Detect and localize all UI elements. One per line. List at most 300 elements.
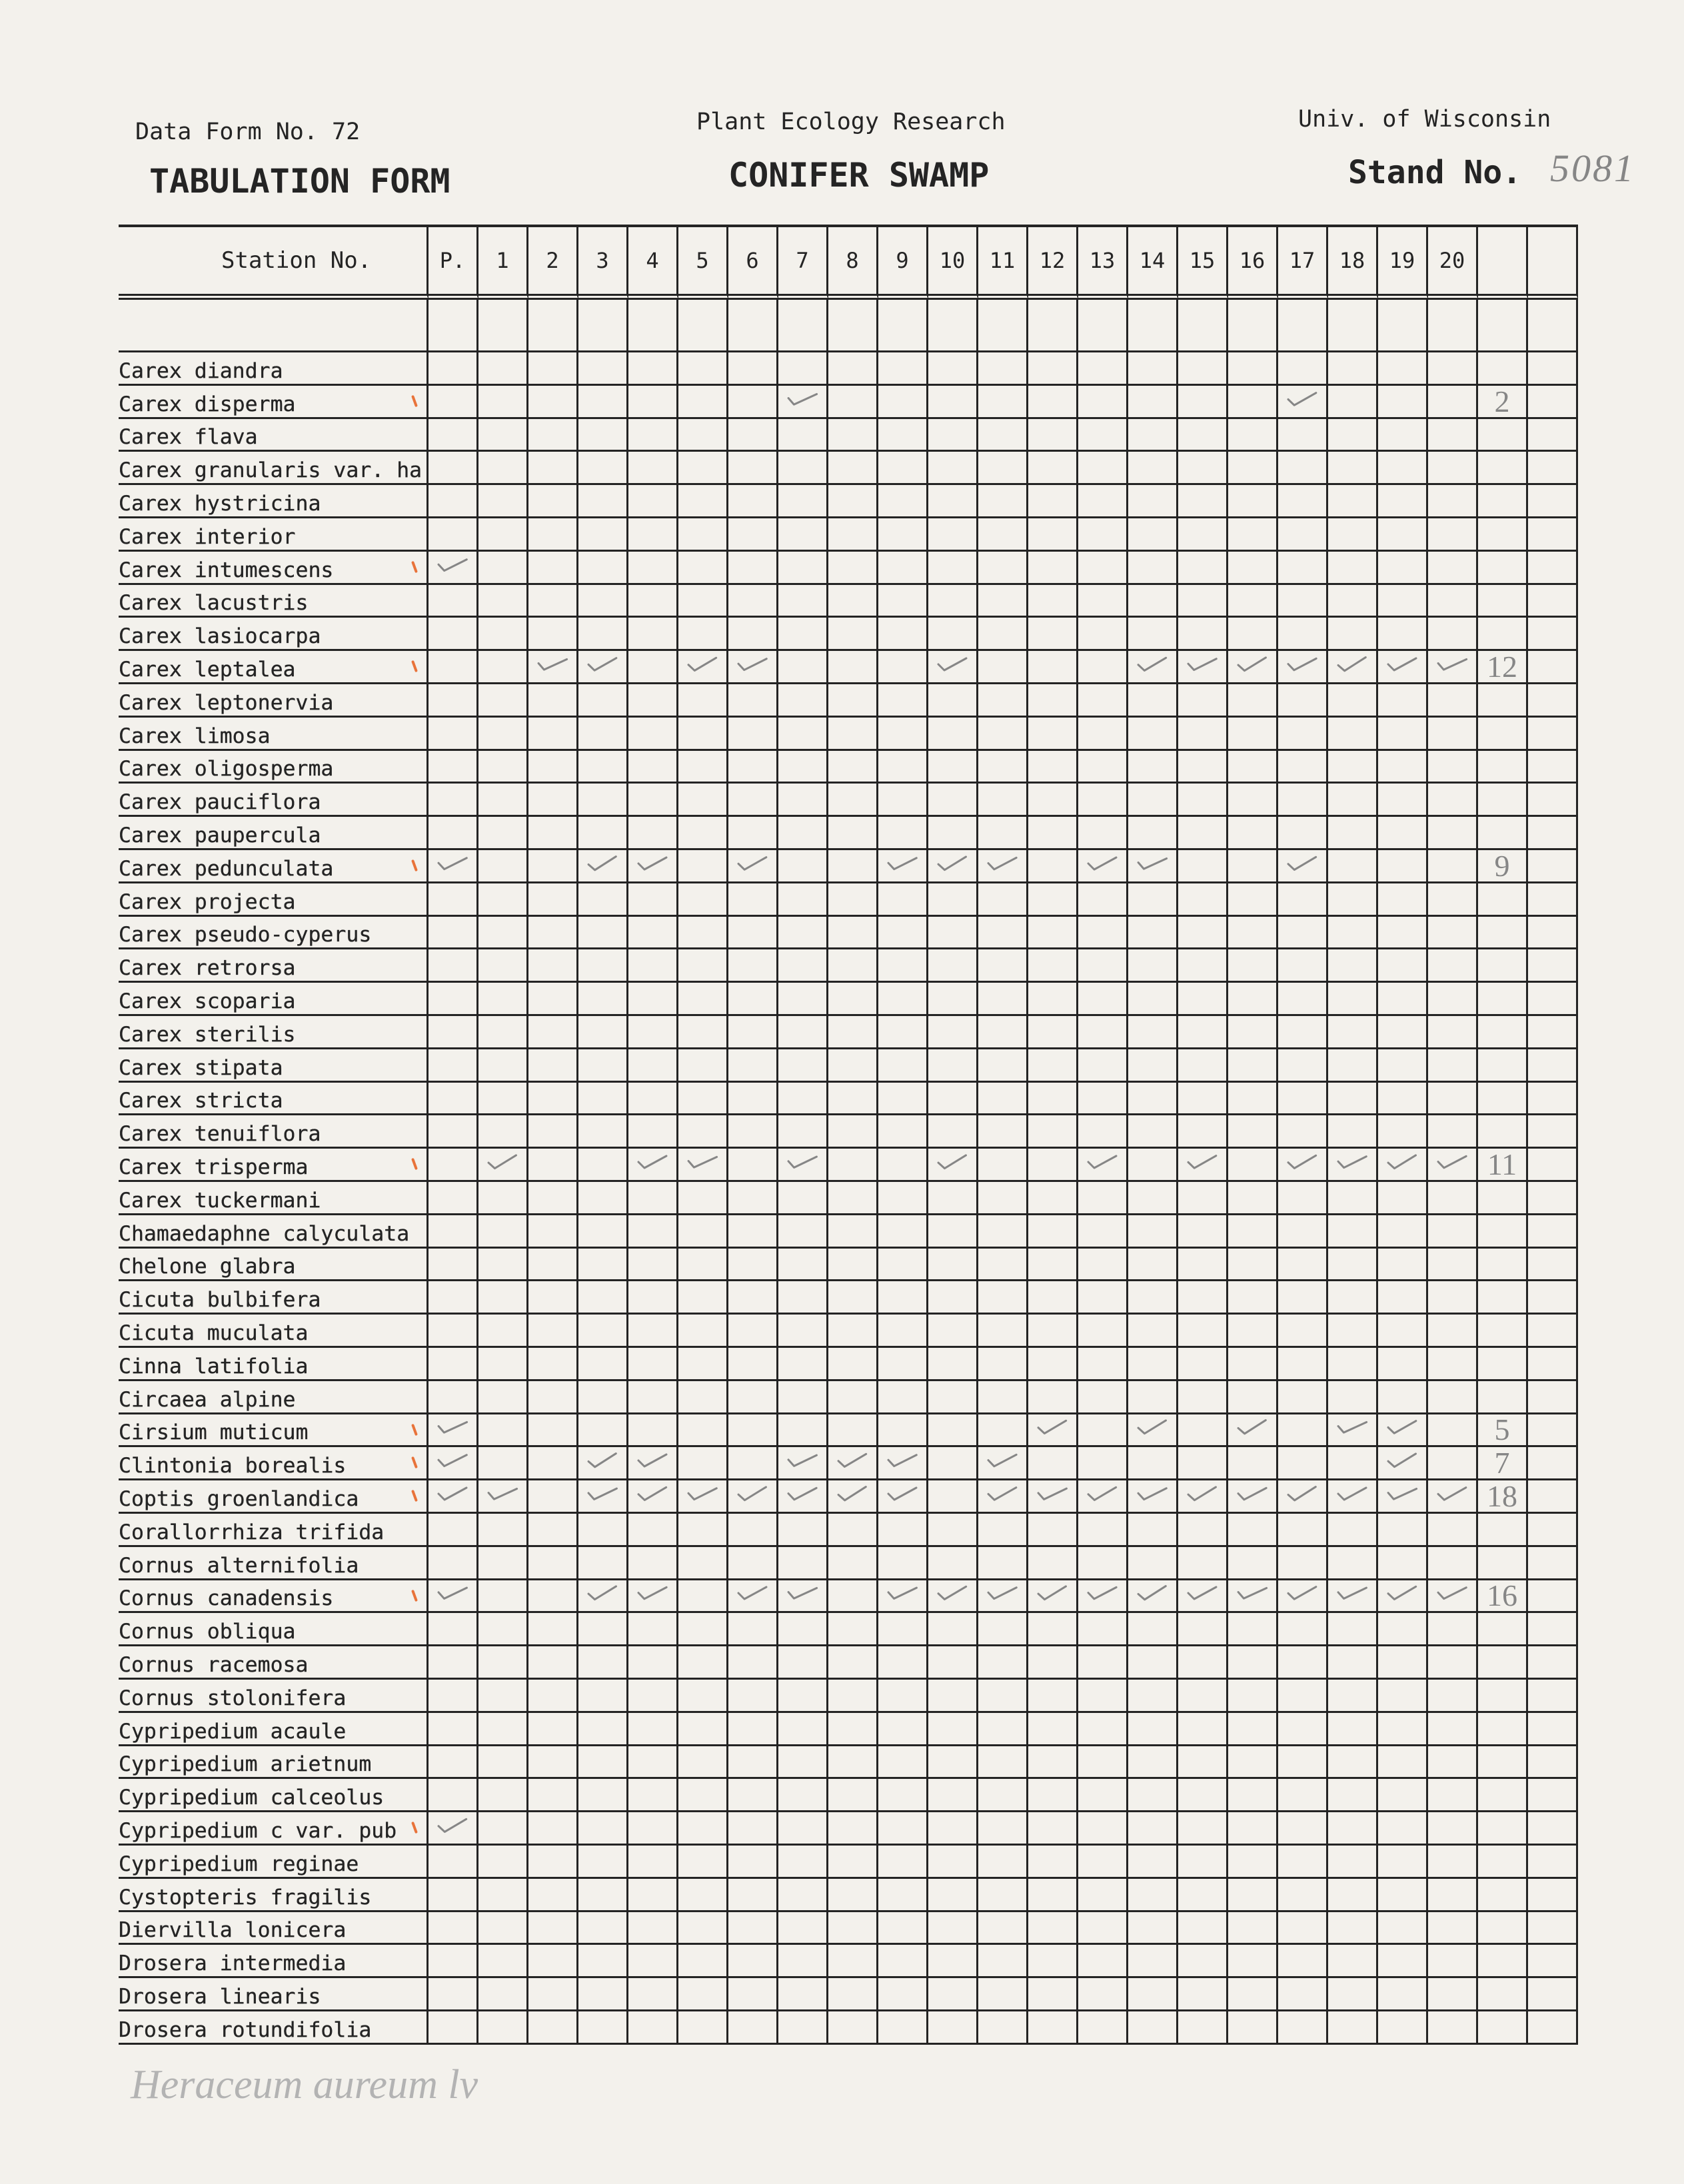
station-cell (1428, 850, 1478, 883)
station-cell (1078, 1580, 1128, 1613)
checkmark-stroke (1438, 1155, 1466, 1168)
station-cell (1528, 1779, 1578, 1812)
blank-cell (1228, 300, 1278, 352)
station-cell (478, 419, 528, 452)
station-cell (1478, 1945, 1528, 1978)
station-cell (728, 1713, 778, 1746)
blank-cell (1128, 300, 1178, 352)
station-cell (828, 2011, 878, 2045)
station-cell (1028, 1049, 1078, 1083)
station-cell (528, 949, 578, 983)
checkmark-icon (436, 1584, 468, 1602)
station-cell (428, 1115, 478, 1149)
station-cell (828, 684, 878, 718)
station-cell (1128, 1249, 1178, 1281)
station-cell (1528, 1249, 1578, 1281)
station-cell (1078, 618, 1128, 651)
station-cell (1078, 1879, 1128, 1912)
station-cell (1028, 518, 1078, 552)
station-cell (528, 983, 578, 1016)
station-cell (1478, 1713, 1528, 1746)
station-column-header: 8 (828, 227, 878, 300)
station-cell (728, 1613, 778, 1646)
station-cell (1078, 1480, 1128, 1514)
checkmark-icon (1186, 655, 1219, 674)
station-cell (478, 1083, 528, 1115)
station-cell (978, 1978, 1028, 2011)
station-cell (1378, 1580, 1428, 1613)
station-cell (1328, 452, 1378, 485)
station-cell (1528, 1447, 1578, 1480)
station-cell (528, 751, 578, 784)
station-cell (928, 1315, 978, 1348)
tabulation-table (119, 225, 1578, 2045)
station-cell (878, 1812, 928, 1846)
station-cell (728, 1514, 778, 1547)
checkmark-icon (1286, 854, 1319, 873)
station-cell (878, 1879, 928, 1912)
station-cell (728, 552, 778, 585)
station-cell (428, 485, 478, 518)
station-cell (1528, 850, 1578, 883)
station-cell (1528, 817, 1578, 850)
station-cell (528, 552, 578, 585)
station-cell (1078, 419, 1128, 452)
station-cell (628, 1846, 678, 1879)
station-cell (728, 1912, 778, 1945)
station-cell (728, 1348, 778, 1381)
station-cell (578, 1912, 628, 1945)
station-cell (1328, 585, 1378, 618)
station-cell (1078, 1680, 1128, 1713)
station-cell (1128, 817, 1178, 850)
station-cell (928, 1912, 978, 1945)
checkmark-stroke (688, 658, 717, 670)
station-cell (978, 618, 1028, 651)
species-label-cell (119, 751, 428, 784)
station-cell (628, 1879, 678, 1912)
station-cell (478, 552, 528, 585)
station-cell (1178, 1414, 1228, 1447)
station-cell (1178, 1846, 1228, 1879)
station-cell (428, 1846, 478, 1879)
species-label-cell (119, 419, 428, 452)
station-cell (1378, 1414, 1428, 1447)
station-cell (478, 1281, 528, 1315)
station-cell (978, 1480, 1028, 1514)
station-cell (1228, 1580, 1278, 1613)
station-cell (1478, 1315, 1528, 1348)
station-cell (428, 1083, 478, 1115)
station-cell (578, 1779, 628, 1812)
station-cell (1178, 1978, 1228, 2011)
station-cell (1428, 751, 1478, 784)
station-cell (578, 718, 628, 751)
station-cell (1428, 1414, 1478, 1447)
species-name: Carex sterilis (119, 1022, 296, 1047)
station-cell (1528, 1480, 1578, 1514)
station-cell (578, 1049, 628, 1083)
station-cell (1228, 1879, 1278, 1912)
station-cell (478, 983, 528, 1016)
station-cell (1078, 1215, 1128, 1249)
station-cell (578, 618, 628, 651)
station-cell (1478, 1912, 1528, 1945)
station-cell (928, 1514, 978, 1547)
station-cell (1028, 1945, 1078, 1978)
station-cell (478, 1779, 528, 1812)
station-cell (1078, 1945, 1128, 1978)
station-cell (1428, 1779, 1478, 1812)
station-cell (1328, 1514, 1378, 1547)
checkmark-icon (1385, 1450, 1418, 1469)
station-cell (628, 452, 678, 485)
station-cell (978, 419, 1028, 452)
station-cell (1378, 518, 1428, 552)
station-cell (828, 1746, 878, 1779)
station-cell (928, 1215, 978, 1249)
station-cell (528, 352, 578, 386)
station-cell (578, 983, 628, 1016)
station-cell (1228, 485, 1278, 518)
checkmark-icon (436, 1451, 469, 1470)
station-cell (428, 718, 478, 751)
station-cell (1228, 1613, 1278, 1646)
station-cell (878, 419, 928, 452)
station-cell (1078, 651, 1128, 684)
checkmark-stroke (788, 1453, 817, 1466)
station-cell (1478, 1746, 1528, 1779)
station-cell (978, 817, 1028, 850)
station-column-header: 18 (1328, 227, 1378, 300)
station-cell (1478, 1514, 1528, 1547)
station-cell (928, 1447, 978, 1480)
station-cell (578, 1249, 628, 1281)
station-cell (528, 1414, 578, 1447)
station-cell (1478, 949, 1528, 983)
station-cell (1478, 1846, 1528, 1879)
station-cell (528, 1115, 578, 1149)
checkmark-icon (1286, 1584, 1318, 1602)
station-cell (878, 1381, 928, 1414)
station-cell (728, 983, 778, 1016)
station-cell (1478, 1115, 1528, 1149)
checkmark-stroke (938, 856, 967, 869)
checkmark-icon (1436, 1153, 1468, 1171)
station-cell (1128, 718, 1178, 751)
station-cell (778, 1381, 828, 1414)
station-cell (478, 1879, 528, 1912)
station-cell (428, 983, 478, 1016)
station-cell (1078, 1149, 1128, 1182)
station-cell (478, 1680, 528, 1713)
species-label-cell (119, 1447, 428, 1480)
station-cell (1378, 1646, 1428, 1680)
station-cell (1228, 1812, 1278, 1846)
station-cell (628, 485, 678, 518)
station-cell (828, 1547, 878, 1580)
station-cell (878, 518, 928, 552)
station-cell (928, 1083, 978, 1115)
station-cell (1278, 1281, 1328, 1315)
species-name: Cornus alternifolia (119, 1553, 359, 1578)
station-cell (978, 917, 1028, 949)
station-cell (478, 1414, 528, 1447)
station-cell (678, 1149, 728, 1182)
station-cell (1178, 983, 1228, 1016)
station-cell (478, 883, 528, 917)
blank-column-header (1478, 227, 1528, 300)
station-cell (928, 684, 978, 718)
species-label-cell (119, 1381, 428, 1414)
checkmark-icon (1285, 1484, 1319, 1503)
station-cell (828, 1978, 878, 2011)
station-no-header: Station No. (119, 227, 428, 300)
station-cell (528, 784, 578, 817)
station-cell (428, 684, 478, 718)
organization-name: Plant Ecology Research (696, 109, 1006, 135)
station-cell (1328, 618, 1378, 651)
station-cell (528, 917, 578, 949)
station-cell (1428, 1879, 1478, 1912)
station-cell (1278, 1945, 1328, 1978)
station-cell (828, 1613, 878, 1646)
blank-cell (928, 300, 978, 352)
species-label-cell (119, 1547, 428, 1580)
station-cell (1128, 1945, 1178, 1978)
station-cell (678, 1215, 728, 1249)
station-cell (728, 1381, 778, 1414)
station-cell (878, 751, 928, 784)
station-cell (728, 1779, 778, 1812)
station-cell (978, 1746, 1028, 1779)
station-cell (528, 1016, 578, 1049)
station-cell (678, 817, 728, 850)
station-cell (428, 1879, 478, 1912)
station-cell (1028, 1713, 1078, 1746)
station-cell (1178, 1879, 1228, 1912)
station-cell (978, 585, 1028, 618)
station-cell (728, 1978, 778, 2011)
station-cell (1478, 1613, 1528, 1646)
station-cell (1328, 1945, 1378, 1978)
station-cell (1278, 419, 1328, 452)
checkmark-stroke (588, 1586, 617, 1600)
checkmark-icon (1136, 1484, 1169, 1503)
station-cell (1478, 1779, 1528, 1812)
station-cell (828, 1348, 878, 1381)
checkmark-icon (786, 1152, 818, 1171)
station-cell (778, 1580, 828, 1613)
station-cell (1128, 1779, 1178, 1812)
station-cell (1028, 386, 1078, 419)
station-cell (978, 1514, 1028, 1547)
checkmark-icon (436, 1816, 469, 1835)
station-cell (1128, 1381, 1178, 1414)
species-name: Carex lacustris (119, 590, 309, 615)
station-cell (1178, 1812, 1228, 1846)
station-column-header: 5 (678, 227, 728, 300)
station-cell (1128, 1480, 1178, 1514)
orange-tally-mark (411, 1490, 418, 1502)
species-name: Carex lasiocarpa (119, 624, 321, 648)
station-cell (528, 1083, 578, 1115)
station-cell (678, 1912, 728, 1945)
checkmark-stroke (838, 1454, 867, 1466)
station-cell (1078, 1978, 1128, 2011)
station-cell (1328, 419, 1378, 452)
station-cell (478, 1514, 528, 1547)
station-cell (628, 1049, 678, 1083)
station-cell (478, 751, 528, 784)
station-cell (1028, 1646, 1078, 1680)
station-cell (1478, 1083, 1528, 1115)
checkmark-stroke (1238, 1586, 1266, 1600)
station-cell (1178, 1646, 1228, 1680)
checkmark-stroke (938, 1586, 967, 1599)
station-cell (1528, 352, 1578, 386)
station-cell (978, 850, 1028, 883)
station-cell (778, 751, 828, 784)
orange-tally-mark (411, 1590, 418, 1602)
checkmark-icon (636, 1153, 668, 1171)
station-cell (1528, 1846, 1578, 1879)
station-cell (1528, 1182, 1578, 1215)
station-cell (1428, 1083, 1478, 1115)
station-cell (1528, 1547, 1578, 1580)
station-cell (1278, 1646, 1328, 1680)
station-column-header: 14 (1128, 227, 1178, 300)
station-cell (1028, 352, 1078, 386)
station-cell (528, 1281, 578, 1315)
station-cell (828, 1779, 878, 1812)
checkmark-stroke (1388, 1586, 1417, 1599)
checkmark-icon (1386, 1418, 1418, 1436)
station-cell (878, 1182, 928, 1215)
station-cell (1528, 452, 1578, 485)
station-cell (1478, 883, 1528, 917)
station-cell (1478, 1381, 1528, 1414)
station-cell (1178, 585, 1228, 618)
checkmark-stroke (888, 1454, 917, 1466)
station-cell (1128, 1115, 1178, 1149)
station-cell (828, 419, 878, 452)
station-cell (1328, 883, 1378, 917)
station-cell (1478, 618, 1528, 651)
station-cell (678, 1281, 728, 1315)
checkmark-icon (736, 1484, 768, 1502)
station-cell (928, 1182, 978, 1215)
station-cell (1478, 651, 1528, 684)
station-cell (728, 352, 778, 386)
checkmark-stroke (1188, 1155, 1216, 1168)
station-cell (578, 2011, 628, 2045)
station-cell (1128, 1016, 1178, 1049)
station-cell (628, 618, 678, 651)
species-label-cell (119, 850, 428, 883)
station-cell (1278, 1315, 1328, 1348)
station-cell (528, 1812, 578, 1846)
station-cell (578, 1315, 628, 1348)
station-column-header: 15 (1178, 227, 1228, 300)
station-cell (778, 1249, 828, 1281)
station-cell (1178, 1547, 1228, 1580)
blank-cell (778, 300, 828, 352)
station-cell (528, 1746, 578, 1779)
station-cell (1478, 1149, 1528, 1182)
station-cell (578, 1746, 628, 1779)
station-cell (1278, 1978, 1328, 2011)
station-cell (1528, 1812, 1578, 1846)
station-cell (1028, 1182, 1078, 1215)
station-cell (628, 1547, 678, 1580)
station-cell (1078, 1812, 1128, 1846)
station-cell (428, 1713, 478, 1746)
station-cell (1028, 684, 1078, 718)
station-cell (1028, 1746, 1078, 1779)
station-cell (1178, 1613, 1228, 1646)
station-cell (878, 352, 928, 386)
station-cell (928, 1713, 978, 1746)
station-cell (828, 386, 878, 419)
station-cell (428, 817, 478, 850)
station-column-header: 1 (478, 227, 528, 300)
station-cell (1378, 817, 1428, 850)
station-cell (1428, 1447, 1478, 1480)
station-cell (1028, 1083, 1078, 1115)
checkmark-icon (486, 1152, 518, 1171)
checkmark-stroke (688, 1155, 716, 1169)
station-cell (1078, 718, 1128, 751)
station-cell (428, 1978, 478, 2011)
station-cell (928, 1414, 978, 1447)
station-cell (578, 1115, 628, 1149)
station-cell (1128, 949, 1178, 983)
station-cell (578, 1182, 628, 1215)
species-label-cell (119, 1680, 428, 1713)
checkmark-stroke (438, 1819, 467, 1832)
station-cell (778, 983, 828, 1016)
station-cell (528, 1480, 578, 1514)
station-cell (828, 1514, 878, 1547)
station-cell (1378, 1779, 1428, 1812)
orange-tally-mark (411, 395, 418, 407)
checkmark-icon (1335, 654, 1369, 674)
station-cell (1178, 386, 1228, 419)
station-cell (1028, 1846, 1078, 1879)
station-cell (728, 485, 778, 518)
station-cell (1328, 1580, 1378, 1613)
blank-cell (478, 300, 528, 352)
species-name: Carex stipata (119, 1055, 283, 1080)
station-cell (1228, 386, 1278, 419)
species-name: Carex diandra (119, 358, 283, 383)
station-cell (628, 817, 678, 850)
station-cell (1028, 1613, 1078, 1646)
station-cell (828, 917, 878, 949)
checkmark-stroke (688, 1487, 717, 1500)
station-cell (1378, 684, 1428, 718)
station-cell (1328, 1414, 1378, 1447)
station-cell (1528, 552, 1578, 585)
species-name: Cypripedium calceolus (119, 1785, 385, 1810)
station-cell (728, 452, 778, 485)
station-cell (1278, 1746, 1328, 1779)
species-label-cell (119, 1646, 428, 1680)
station-column-header: 13 (1078, 227, 1128, 300)
station-cell (528, 2011, 578, 2045)
station-cell (1028, 1779, 1078, 1812)
